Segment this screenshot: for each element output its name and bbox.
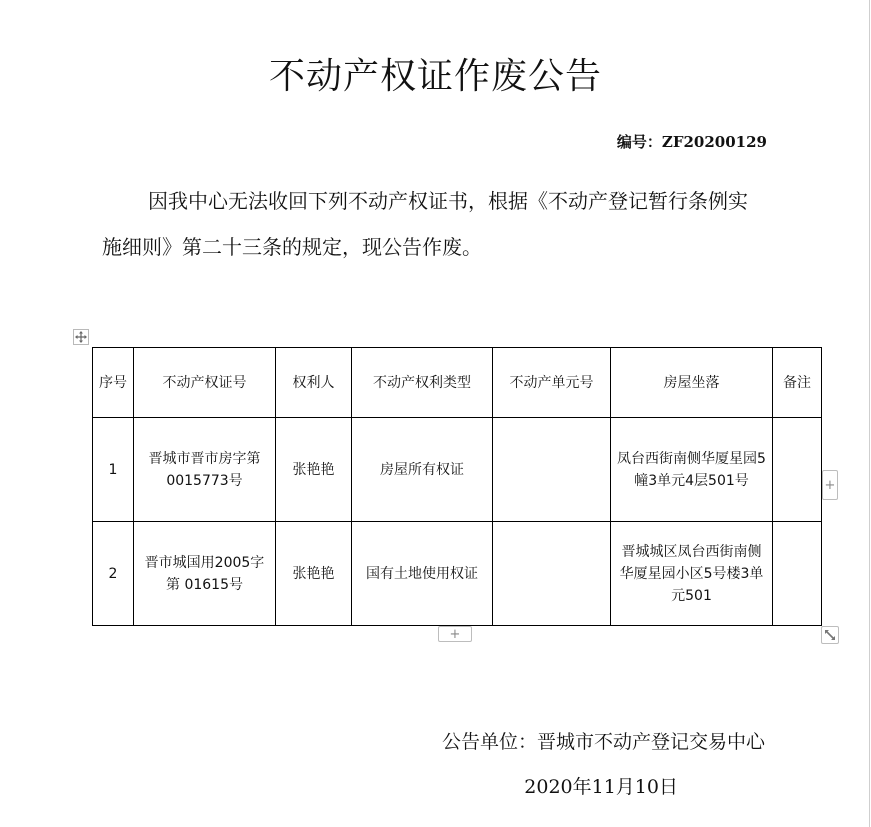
certificate-table <box>92 347 822 626</box>
resize-icon <box>824 629 836 641</box>
document-number: 编号：ZF20200129 <box>616 133 767 151</box>
plus-icon: + <box>449 626 461 642</box>
cell-location: 凤台西街南侧华厦星园5幢3单元4层501号 <box>611 418 773 522</box>
page-edge <box>869 0 870 827</box>
cell-owner: 张艳艳 <box>276 522 352 626</box>
table-resize-handle[interactable] <box>821 626 839 644</box>
header-remark: 备注 <box>773 348 822 418</box>
cell-seq: 2 <box>93 522 134 626</box>
move-icon <box>75 331 87 343</box>
intro-paragraph: 因我中心无法收回下列不动产权证书，根据《不动产登记暂行条例实施细则》第二十三条的规定，现公告作废。 <box>102 189 748 259</box>
header-unit-no: 不动产单元号 <box>493 348 611 418</box>
table-row <box>93 522 822 626</box>
header-seq: 序号 <box>93 348 134 418</box>
table-header-row <box>93 348 822 418</box>
cell-cert-no: 晋市城国用2005字第 01615号 <box>134 522 276 626</box>
cell-remark <box>773 522 822 626</box>
issuer-line: 公告单位：晋城市不动产登记交易中心 <box>441 731 765 753</box>
header-location: 房屋坐落 <box>611 348 773 418</box>
add-column-button[interactable] <box>822 470 838 500</box>
header-owner: 权利人 <box>276 348 352 418</box>
cell-cert-no: 晋城市晋市房字第0015773号 <box>134 418 276 522</box>
header-cert-no: 不动产权证号 <box>134 348 276 418</box>
add-row-button[interactable] <box>438 626 472 642</box>
header-right-type: 不动产权利类型 <box>352 348 493 418</box>
cell-seq: 1 <box>93 418 134 522</box>
plus-icon: + <box>824 477 836 493</box>
cell-unit-no <box>493 418 611 522</box>
cell-unit-no <box>493 522 611 626</box>
cell-right-type: 房屋所有权证 <box>352 418 493 522</box>
cell-location: 晋城城区凤台西街南侧华厦星园小区5号楼3单元501 <box>611 522 773 626</box>
cell-owner: 张艳艳 <box>276 418 352 522</box>
cell-remark <box>773 418 822 522</box>
page-title: 不动产权证作废公告 <box>268 56 602 97</box>
table-move-handle[interactable] <box>73 329 89 345</box>
issue-date: 2020年11月10日 <box>524 776 678 798</box>
table-row <box>93 418 822 522</box>
cell-right-type: 国有土地使用权证 <box>352 522 493 626</box>
